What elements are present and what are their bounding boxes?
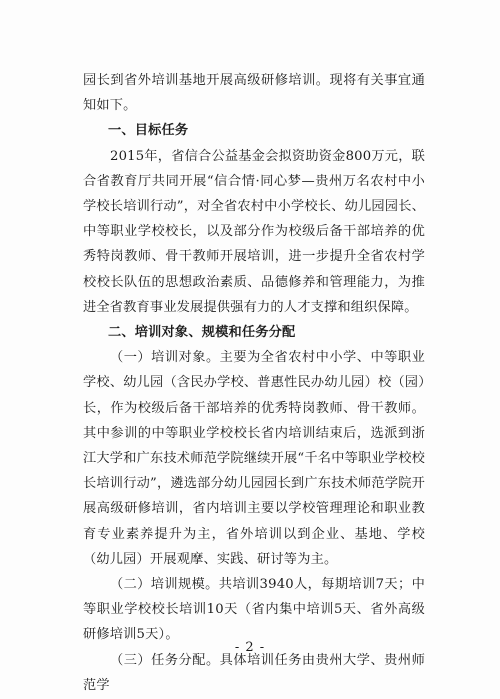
page-number: - 2 - (234, 640, 266, 655)
paragraph-goals: 2015年，省信合公益基金会拟资助资金800万元，联合省教育厅共同开展“信合情·同心梦—贵州万名农村中小学校长培训行动”，对全省农村中小学校长、幼儿园园长、中等职业学校校长，以及部分作为校级后备干部培养的优秀特岗教师、骨干教师开展培训，进一步提升全省农村学校校长队伍的思想政治素质、品德修养和管理能力，为推进全省教育事业发展提供强有力的人才支撑和组织保障。 (83, 148, 425, 315)
paragraph-training-targets: （一）培训对象。主要为全省农村中小学、中等职业学校、幼儿园（含民办学校、普惠性民办幼儿园）校（园）长，作为校级后备干部培养的优秀特岗教师、骨干教师。其中参训的中等职业学校校长省内培训结束后，选派到浙江大学和广东技术师范学院继续开展“千名中等职业学校校长培训行动”，遴选部分幼儿园园长到广东技术师范学院开展高级研修培训，省内培训主要以学校管理理论和职业教育专业素养提升为主，省外培训以到企业、基地、学校（幼儿园）开展观摩、实践、研讨等为主。 (83, 350, 425, 567)
paragraph-training-scale: （二）培训规模。共培训3940人，每期培训7天；中等职业学校校长培训10天（省内集中培训5天、省外高级研修培训5天）。 (83, 577, 425, 643)
paragraph-continuation: 园长到省外培训基地开展高级研修培训。现将有关事宜通知如下。 (83, 73, 425, 114)
document-body (83, 68, 425, 698)
section-heading-training: 二、培训对象、规模和任务分配 (108, 325, 296, 341)
section-heading-goals: 一、目标任务 (108, 123, 189, 139)
paragraph-task-allocation: （三）任务分配。具体培训任务由贵州大学、贵州师范学 (83, 652, 425, 693)
